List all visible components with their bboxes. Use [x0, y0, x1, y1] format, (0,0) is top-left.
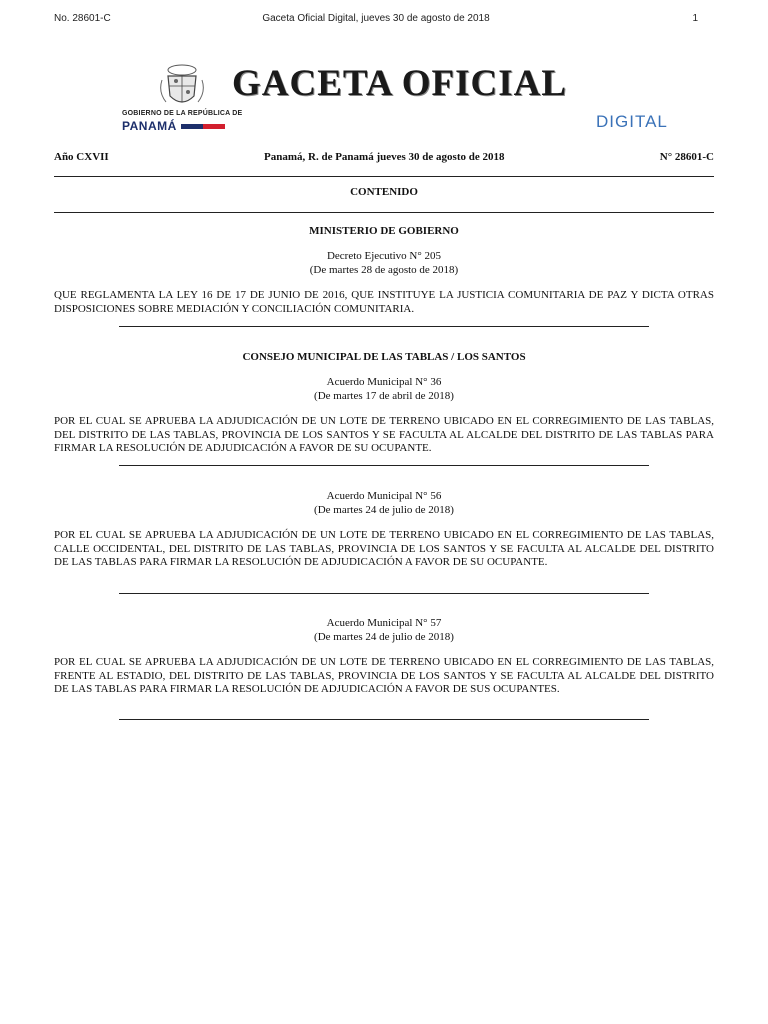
- divider: [54, 176, 714, 177]
- entry-type: Acuerdo Municipal N° 57: [326, 617, 442, 629]
- panama-logo: [122, 119, 225, 133]
- flag-stripe-icon: [181, 124, 225, 129]
- entry-type: Decreto Ejecutivo N° 205: [326, 250, 442, 262]
- running-header: [54, 13, 698, 24]
- running-title: Gaceta Oficial Digital, jueves 30 de agosto de 2018: [262, 13, 490, 24]
- divider: [119, 465, 649, 466]
- entry-date: (De martes 28 de agosto de 2018): [309, 264, 459, 276]
- divider: [119, 326, 649, 327]
- issue-year: Año CXVII: [54, 151, 109, 163]
- masthead: [110, 60, 680, 140]
- section-heading: MINISTERIO DE GOBIERNO: [309, 225, 459, 237]
- entry-type: Acuerdo Municipal N° 56: [326, 490, 442, 502]
- issue-place-date: Panamá, R. de Panamá jueves 30 de agosto de 2018: [264, 151, 505, 163]
- divider: [54, 212, 714, 213]
- page-number: 1: [692, 13, 698, 24]
- entry-type: Acuerdo Municipal N° 36: [326, 376, 442, 388]
- gazette-digital-label: DIGITAL: [596, 112, 668, 131]
- contents-heading: CONTENIDO: [350, 186, 418, 198]
- coat-of-arms-icon: [158, 62, 206, 112]
- page-issue-number: No. 28601-C: [54, 13, 111, 24]
- gazette-title: GACETA OFICIAL: [232, 63, 568, 104]
- entry-summary: POR EL CUAL SE APRUEBA LA ADJUDICACIÓN DE UN LOTE DE TERRENO UBICADO EN EL CORREGIMIENTO DE LAS TABLAS, DEL DISTRITO DE LAS TABLAS, PROVINCIA DE LOS SANTOS Y SE FACULTA AL ALCALDE DEL DISTRITO DE LAS TABLAS PARA FIRMAR LA RESOLUCIÓN DE ADJUDICACIÓN A FAVOR DE SU OCUPANTE.: [54, 415, 714, 454]
- entry-date: (De martes 17 de abril de 2018): [314, 390, 454, 402]
- entry-date: (De martes 24 de julio de 2018): [314, 631, 454, 643]
- issue-line: [54, 151, 714, 163]
- entry-summary: POR EL CUAL SE APRUEBA LA ADJUDICACIÓN DE UN LOTE DE TERRENO UBICADO EN EL CORREGIMIENTO DE LAS TABLAS, CALLE OCCIDENTAL, DEL DISTRITO DE LAS TABLAS, PROVINCIA DE LOS SANTOS Y SE FACULTA AL ALCALDE DEL DISTRITO DE LAS TABLAS PARA FIRMAR LA RESOLUCIÓN DE ADJUDICACIÓN A FAVOR DE SU OCUPANTE.: [54, 529, 714, 568]
- panama-wordmark: PANAMÁ: [122, 119, 177, 133]
- entry-summary: POR EL CUAL SE APRUEBA LA ADJUDICACIÓN DE UN LOTE DE TERRENO UBICADO EN EL CORREGIMIENTO DE LAS TABLAS, FRENTE AL ESTADIO, DEL DISTRITO DE LAS TABLAS, PROVINCIA DE LOS SANTOS Y SE FACULTA AL ALCALDE DEL DISTRITO DE LAS TABLAS PARA FIRMAR LA RESOLUCIÓN DE ADJUDICACIÓN A FAVOR DE SUS OCUPANTES.: [54, 656, 714, 695]
- divider: [119, 593, 649, 594]
- entry-date: (De martes 24 de julio de 2018): [314, 504, 454, 516]
- entry-summary: QUE REGLAMENTA LA LEY 16 DE 17 DE JUNIO DE 2016, QUE INSTITUYE LA JUSTICIA COMUNITARIA DE PAZ Y DICTA OTRAS DISPOSICIONES SOBRE MEDIACIÓN Y CONCILIACIÓN COMUNITARIA.: [54, 289, 714, 315]
- divider: [119, 719, 649, 720]
- government-label: GOBIERNO DE LA REPÚBLICA DE: [122, 110, 243, 117]
- section-heading: CONSEJO MUNICIPAL DE LAS TABLAS / LOS SANTOS: [242, 351, 526, 363]
- issue-number: N° 28601-C: [659, 151, 714, 163]
